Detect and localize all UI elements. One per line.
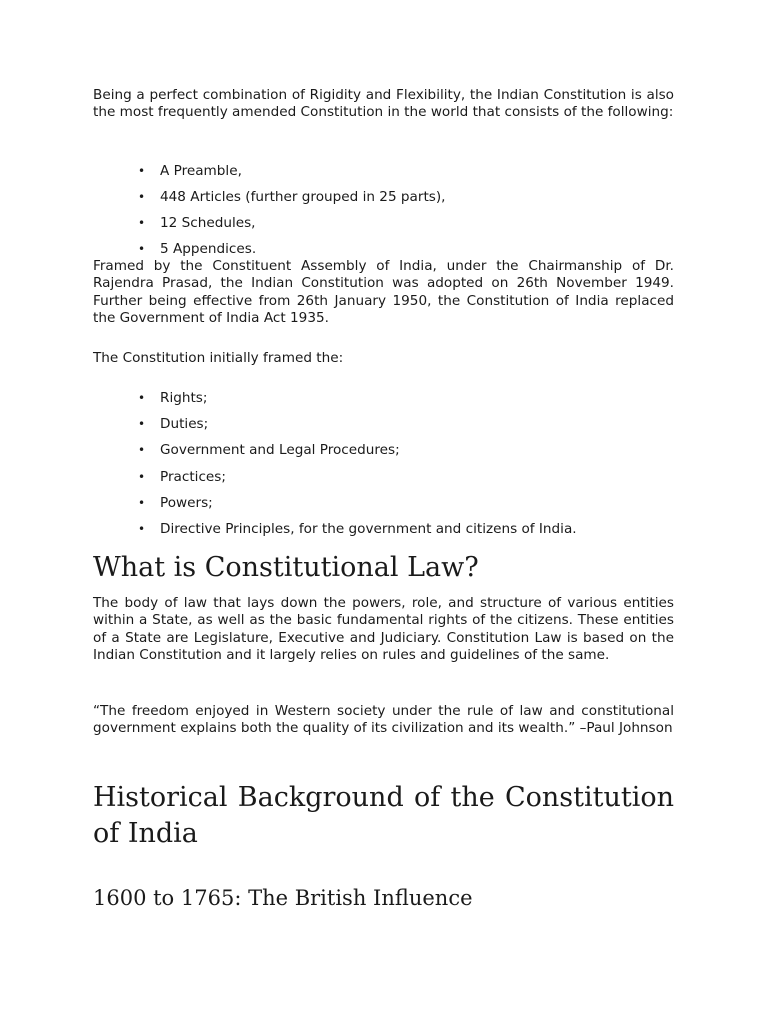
initial-framework-list (93, 390, 674, 538)
intro-paragraph: Being a perfect combination of Rigidity and Flexibility, the Indian Constitution is also the most frequently amended Constitution in the world that consists of the following: (93, 87, 674, 121)
initially-paragraph: The Constitution initially framed the: (93, 350, 344, 366)
list-item: • Rights; (138, 390, 208, 406)
list-item: • Practices; (138, 468, 226, 485)
quote-paragraph: “The freedom enjoyed in Western society under the rule of law and constitutional government explains both the quality of its civilization and its wealth.” –Paul Johnson (93, 703, 674, 737)
list-item: • 448 Articles (further grouped in 25 parts), (138, 188, 446, 205)
framed-paragraph: Framed by the Constituent Assembly of India, under the Chairmanship of Dr. Rajendra Prasad, the Indian Constitution was adopted on 26th November 1949. Further being effective from 26th January 1950, the Constitution of India replaced the Government of India Act 1935. (93, 258, 674, 326)
bullet-icon: • (138, 521, 146, 536)
list-item: • Government and Legal Procedures; (138, 442, 400, 459)
constitutional-law-paragraph: The body of law that lays down the powers, role, and structure of various entities within a State, as well as the basic fundamental rights of the citizens. These entities of a State are Legislature, Executive and Judiciary. Constitution Law is based on the Indian Constitution and it largely relies on rules and guidelines of the same. (93, 595, 674, 663)
bullet-icon: • (138, 443, 146, 458)
heading-constitutional-law: What is Constitutional Law? (93, 552, 479, 583)
list-item: • A Preamble, (138, 163, 242, 179)
bullet-icon: • (138, 391, 146, 405)
list-item: • Powers; (138, 494, 213, 511)
list-item: • Directive Principles, for the government and citizens of India. (138, 520, 577, 537)
bullet-icon: • (138, 469, 146, 484)
bullet-icon: • (138, 215, 146, 230)
heading-british-influence: 1600 to 1765: The British Influence (93, 886, 473, 910)
heading-historical-background: Historical Background of the Constitution of India (93, 782, 674, 849)
list-item: • 12 Schedules, (138, 214, 256, 231)
list-item: • Duties; (138, 416, 209, 433)
list-item: • 5 Appendices. (138, 240, 257, 257)
bullet-icon: • (138, 189, 146, 204)
bullet-icon: • (138, 495, 146, 510)
bullet-icon: • (138, 164, 146, 178)
bullet-icon: • (138, 417, 146, 432)
bullet-icon: • (138, 241, 146, 256)
constitution-contents-list (93, 163, 674, 258)
